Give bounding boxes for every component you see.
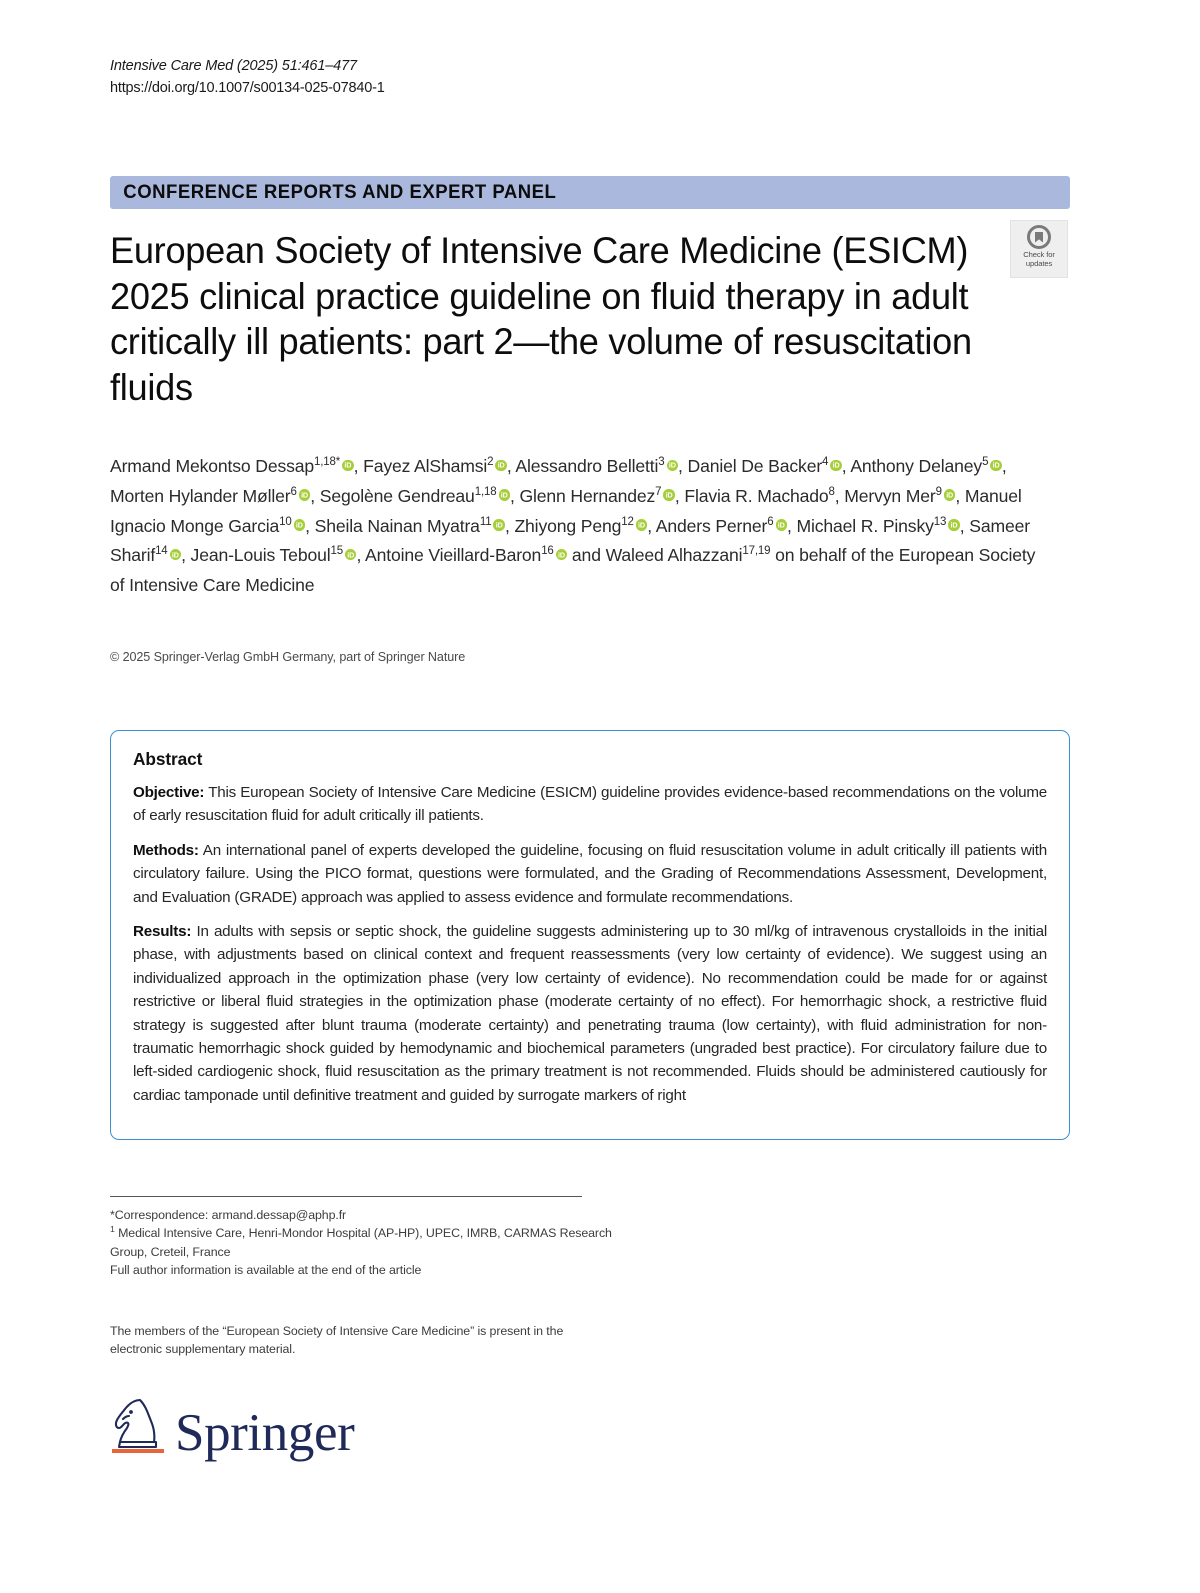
orcid-icon[interactable] bbox=[830, 460, 842, 472]
author-affiliation-marker: 16 bbox=[541, 545, 554, 558]
author-affiliation-marker: 13 bbox=[933, 515, 947, 528]
abstract-section-label: Results: bbox=[133, 923, 192, 941]
author-name: Morten Hylander Møller bbox=[110, 485, 291, 506]
author-affiliation-marker: 1,18 bbox=[474, 485, 497, 498]
orcid-icon[interactable] bbox=[499, 489, 511, 501]
author-name: Jean-Louis Teboul bbox=[190, 545, 331, 566]
author-name: Zhiyong Peng bbox=[514, 515, 622, 536]
section-banner bbox=[110, 176, 1070, 209]
orcid-icon[interactable] bbox=[776, 519, 788, 531]
abstract-section-text: An international panel of experts developed the guideline, focusing on fluid resuscitation volume in adult critically ill patients with circulatory failure. Using the PICO format, questions were formulated, and the Grading of Recommendations Assessment, Development, and Evaluation (GRADE) approach was applied to assess evidence and formulate recommendations. bbox=[133, 841, 1047, 906]
author-affiliation-marker: 14 bbox=[155, 545, 168, 558]
author-affiliation-marker: 17,19 bbox=[742, 545, 771, 558]
author-name: Glenn Hernandez bbox=[519, 485, 656, 506]
crossmark-bookmark-icon bbox=[1027, 225, 1051, 249]
author-name: Anders Perner bbox=[655, 515, 768, 536]
author-name: Segolène Gendreau bbox=[319, 485, 475, 506]
author-name: Michael R. Pinsky bbox=[796, 515, 934, 536]
author-name: Mervyn Mer bbox=[844, 485, 936, 506]
orcid-icon[interactable] bbox=[170, 549, 182, 561]
journal-header bbox=[110, 56, 810, 100]
check-for-updates-badge[interactable] bbox=[1010, 220, 1068, 278]
section-banner-label: CONFERENCE REPORTS AND EXPERT PANEL bbox=[123, 181, 557, 203]
author-affiliation-marker: 6 bbox=[290, 485, 297, 498]
orcid-icon[interactable] bbox=[299, 489, 311, 501]
orcid-icon[interactable] bbox=[667, 460, 679, 472]
author-name: Daniel De Backer bbox=[687, 456, 823, 476]
author-affiliation-marker: 7 bbox=[655, 485, 662, 498]
author-affiliation-marker: 8 bbox=[828, 485, 835, 498]
author-name: Fayez AlShamsi bbox=[363, 456, 488, 476]
journal-doi[interactable]: https://doi.org/10.1007/s00134-025-07840-1 bbox=[110, 79, 385, 96]
orcid-icon[interactable] bbox=[990, 460, 1002, 472]
author-affiliation-marker: 3 bbox=[658, 456, 665, 469]
author-affiliation-marker: 15 bbox=[330, 545, 343, 558]
author-name: Antoine Vieillard-Baron bbox=[365, 545, 542, 566]
orcid-icon[interactable] bbox=[636, 519, 648, 531]
author-affiliation-marker: 9 bbox=[935, 485, 942, 498]
full-author-note: Full author information is available at the end of the article bbox=[110, 1263, 422, 1278]
orcid-icon[interactable] bbox=[493, 519, 505, 531]
page-title: European Society of Intensive Care Medicine (ESICM) 2025 clinical practice guideline on fluid therapy in adult critically ill patients: part 2—the volume of resuscitation fluids bbox=[110, 229, 972, 408]
abstract-section bbox=[133, 781, 1047, 828]
author-affiliation-marker: 12 bbox=[621, 515, 634, 528]
orcid-icon[interactable] bbox=[495, 460, 507, 472]
author-list: Armand Mekontso Dessap$^{1,18*}$ iD , Fayez AlShamsi$^2$ iD , Alessandro Belletti$^3$ iD , Daniel De Backer$^4$ iD , Anthony Delaney$^5$ iD , Morten Hylander Møller$^6$ iD , Segolène Gendreau$^{1,18}$ iD , Glenn Hernandez$^7$ iD , Flavia R. Machado$^8$, Mervyn Mer$^9$ iD , Manuel Ignacio Monge Garcia$^{10}$ iD , Sheila Nainan Myatra$^{11}$ iD , Zhiyong Peng$^{12}$ iD , Anders Perner$^6$ iD , Michael R. Pinsky$^{13}$ iD , Sameer Sharif$^{14}$ iD , Jean-Louis Teboul$^{15}$ iD , Antoine Vieillard-Baron$^{16}$iD and Waleed Alhazzani$^{17,19}$ on behalf of the European Society of Intensive Care Medicine bbox=[110, 452, 1040, 601]
author-name: Sheila Nainan Myatra bbox=[314, 515, 480, 536]
correspondence-email[interactable]: armand.dessap@aphp.fr bbox=[211, 1208, 347, 1222]
author-group-suffix: on behalf of the European Society of Intensive Care Medicine bbox=[110, 545, 1036, 596]
author-name: Armand Mekontso Dessap bbox=[110, 456, 315, 476]
footnote-divider bbox=[110, 1196, 582, 1197]
author-name: Flavia R. Machado bbox=[684, 485, 829, 506]
springer-underline bbox=[112, 1449, 164, 1453]
copyright-line: © 2025 Springer-Verlag GmbH Germany, part of Springer Nature bbox=[110, 650, 466, 664]
abstract-section bbox=[133, 839, 1047, 909]
affiliation-marker: 1 bbox=[110, 1224, 115, 1235]
supplementary-note: The members of the “European Society of Intensive Care Medicine” is present in the electronic supplementary material. bbox=[110, 1324, 564, 1357]
author-name: Anthony Delaney bbox=[850, 456, 983, 476]
orcid-icon[interactable] bbox=[342, 460, 354, 472]
footnote-block bbox=[110, 1206, 630, 1280]
author-name: Alessandro Belletti bbox=[515, 456, 659, 476]
abstract-section-text: In adults with sepsis or septic shock, the guideline suggests administering up to 30 ml/kg of intravenous crystalloids in the initial phase, with adjustments based on clinical context and frequent reassessments (very low certainty of evidence). We suggest using an individualized approach in the optimization phase (very low certainty of evidence). No recommendation could be made for or against restrictive or liberal fluid strategies in the optimization phase (moderate certainty of no effect). For hemorrhagic shock, a restrictive fluid strategy is suggested after blunt trauma (moderate certainty) and penetrating trauma (low certainty), with fluid administration for non-traumatic hemorrhagic shock guided by hemodynamic and biochemical parameters (ungraded best practice). For circulatory failure due to left-sided cardiogenic shock, fluid resuscitation as the primary treatment is not recommended. Fluids should be administered cautiously for cardiac tamponade until definitive treatment and guided by surrogate markers of right bbox=[133, 923, 1047, 1104]
crossmark-line1: Check for bbox=[1023, 250, 1055, 259]
abstract-heading: Abstract bbox=[133, 749, 203, 769]
author-affiliation-marker: 11 bbox=[479, 515, 492, 528]
abstract-body bbox=[133, 781, 1047, 1107]
correspondence-line bbox=[110, 1206, 630, 1224]
abstract-section bbox=[133, 920, 1047, 1107]
author-affiliation-marker: 6 bbox=[767, 515, 774, 528]
author-name: Waleed Alhazzani bbox=[605, 545, 743, 566]
affiliation-line bbox=[110, 1224, 630, 1261]
orcid-icon[interactable] bbox=[556, 549, 568, 561]
correspondence-label: *Correspondence: bbox=[110, 1208, 209, 1222]
abstract-section-text: This European Society of Intensive Care Medicine (ESICM) guideline provides evidence-based recommendations on the volume of early resuscitation fluid for adult critically ill patients. bbox=[133, 784, 1047, 825]
abstract-box bbox=[110, 730, 1070, 1140]
orcid-icon[interactable] bbox=[663, 489, 675, 501]
abstract-section-label: Methods: bbox=[133, 841, 199, 859]
author-affiliation-marker: 1,18* bbox=[314, 456, 341, 469]
orcid-icon[interactable] bbox=[948, 519, 960, 531]
orcid-icon[interactable] bbox=[294, 519, 306, 531]
author-name: Manuel Ignacio Monge Garcia bbox=[110, 485, 1022, 536]
crossmark-line2: updates bbox=[1025, 258, 1053, 268]
author-name: Sameer Sharif bbox=[110, 515, 1030, 566]
orcid-icon[interactable] bbox=[345, 549, 357, 561]
author-affiliation-marker: 4 bbox=[822, 456, 829, 469]
author-affiliation-marker: 10 bbox=[279, 515, 292, 528]
author-affiliation-marker: 2 bbox=[487, 456, 494, 469]
abstract-section-label: Objective: bbox=[133, 784, 205, 801]
journal-reference: Intensive Care Med (2025) 51:461–477 bbox=[110, 58, 357, 74]
springer-wordmark: Springer bbox=[175, 1404, 355, 1463]
author-affiliation-marker: 5 bbox=[982, 456, 989, 469]
title-block bbox=[110, 228, 1075, 410]
orcid-icon[interactable] bbox=[944, 489, 956, 501]
affiliation-text: Medical Intensive Care, Henri-Mondor Hospital (AP-HP), UPEC, IMRB, CARMAS Research Group, Creteil, France bbox=[110, 1226, 612, 1259]
